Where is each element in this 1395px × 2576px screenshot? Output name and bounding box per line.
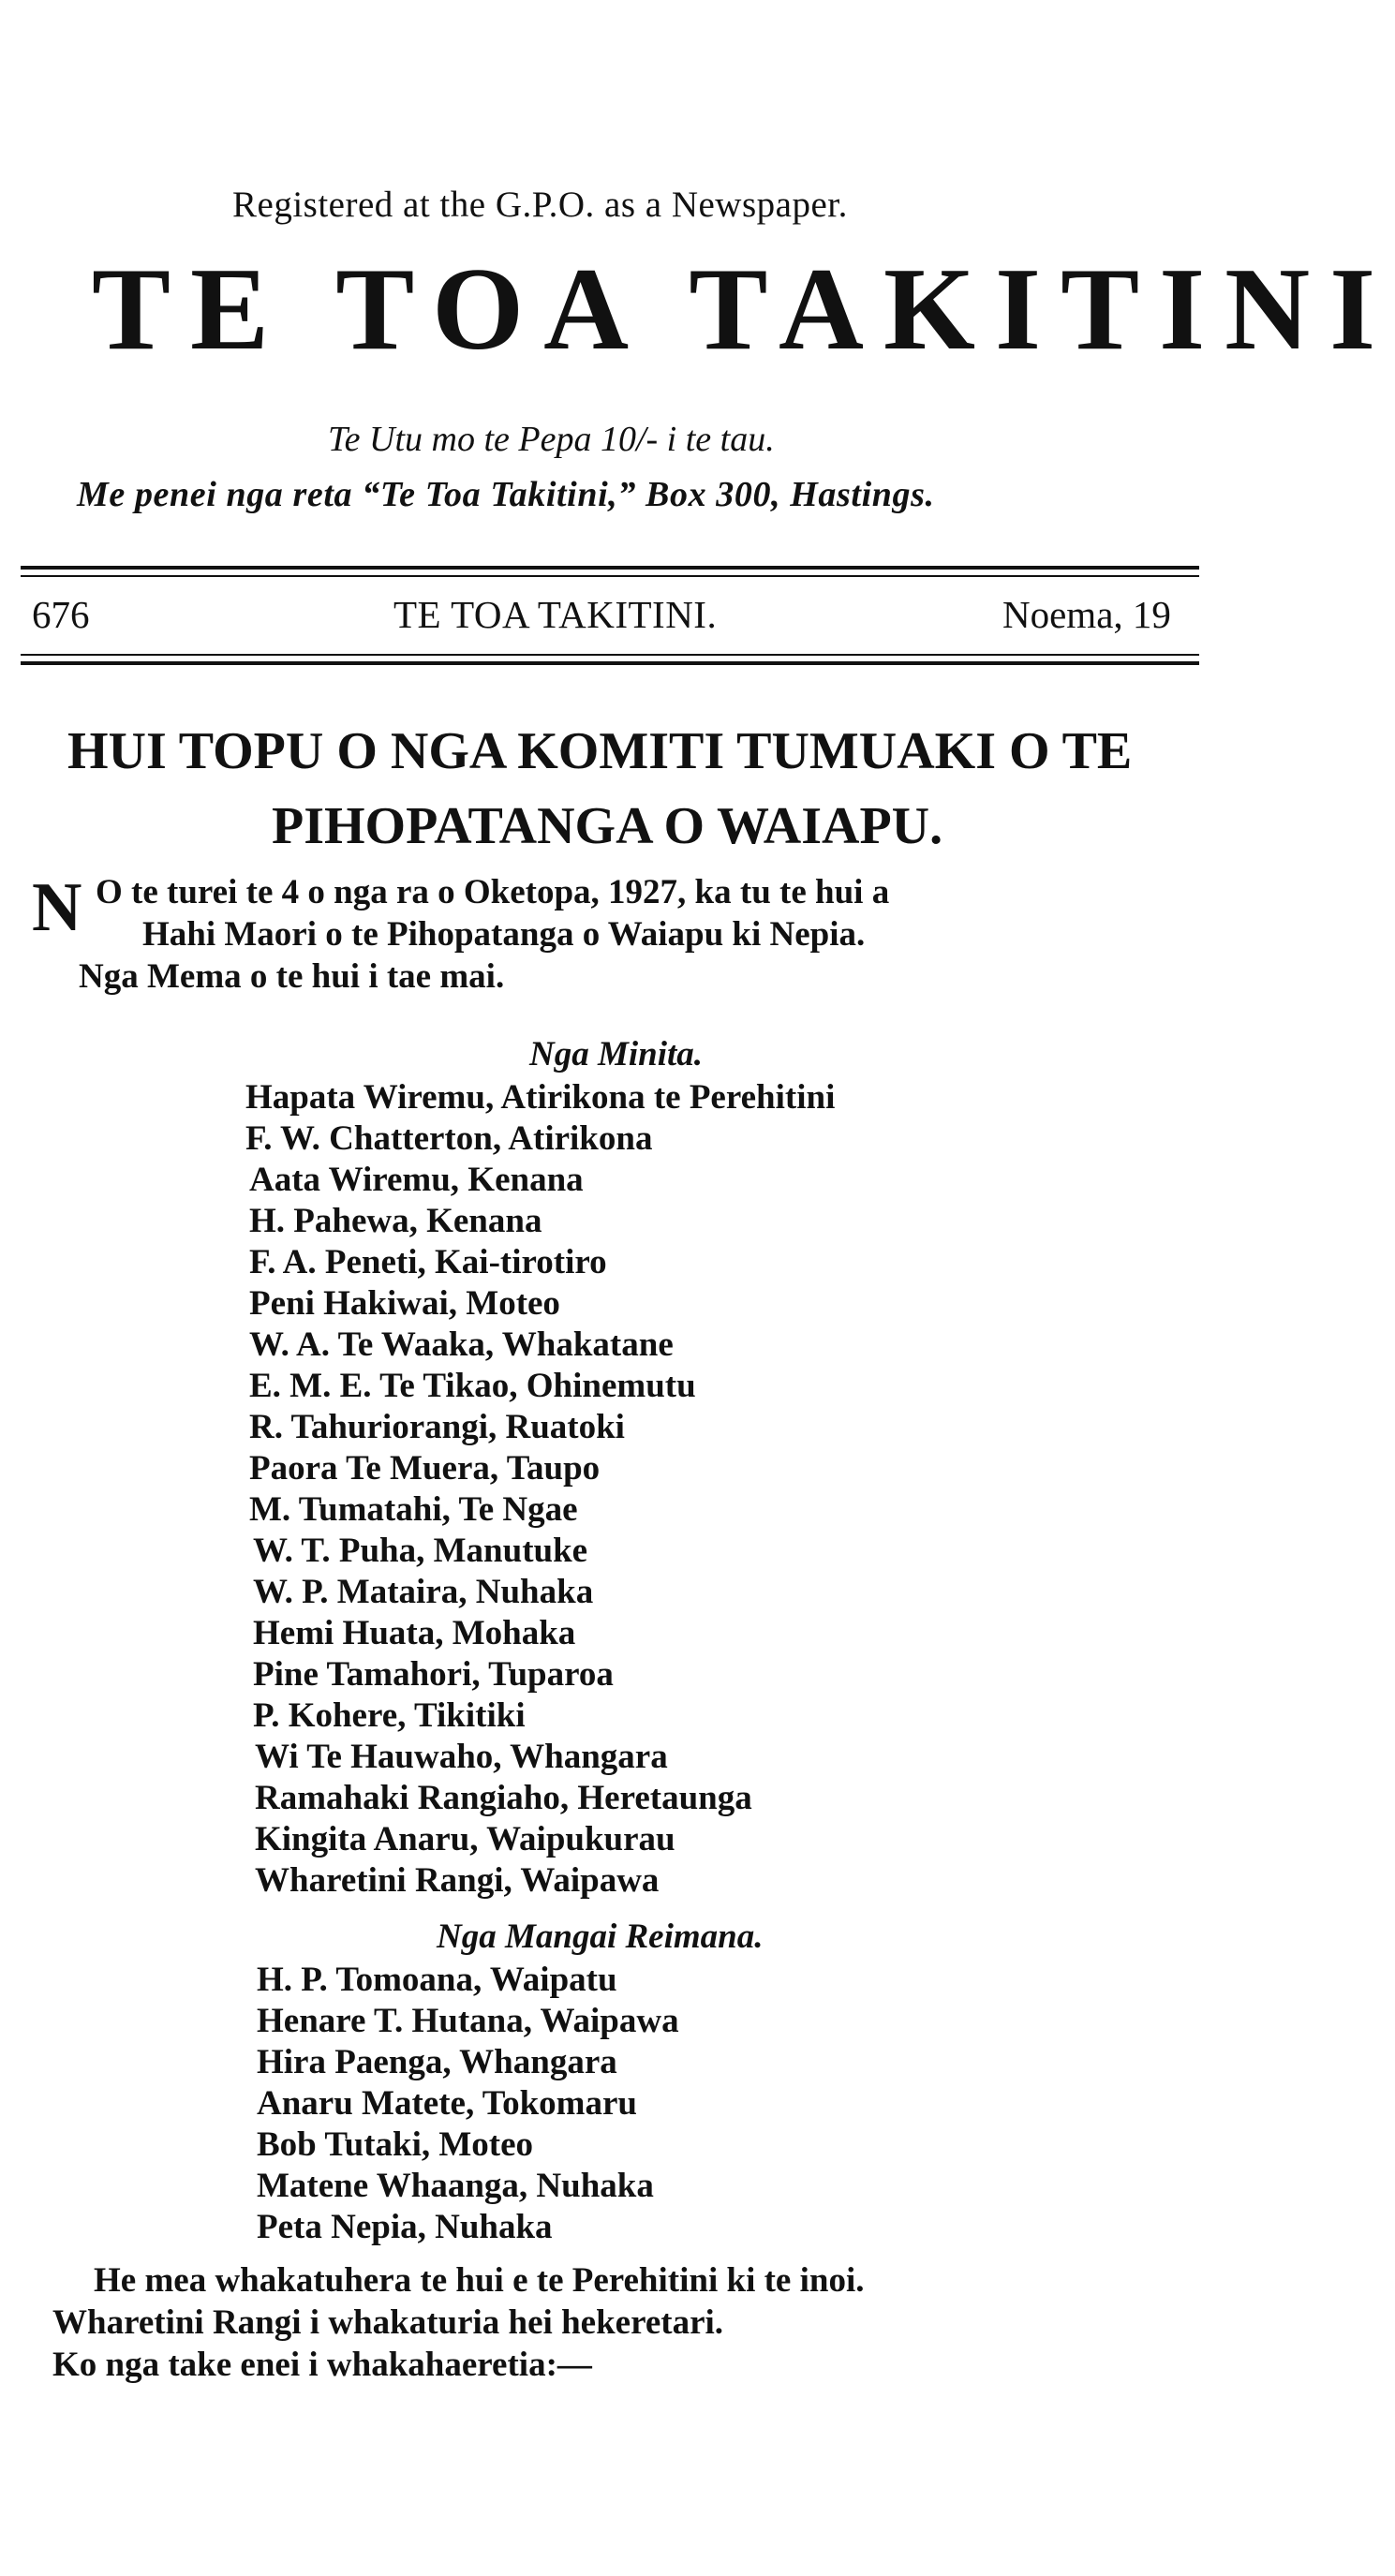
registration-text: Registered at the G.P.O. as a Newspaper.: [232, 185, 848, 225]
running-title: TE TOA TAKITINI.: [393, 593, 718, 636]
article-heading: [67, 714, 1379, 855]
closing-line-2: Wharetini Rangi i whakaturia hei hekeretari.: [52, 2303, 724, 2342]
list-item: Paora Te Muera, Taupo: [249, 1449, 601, 1488]
heading-line-2: PIHOPATANGA O WAIAPU.: [272, 797, 943, 855]
closing-line-3: Ko nga take enei i whakahaeretia:—: [52, 2346, 592, 2384]
list-item: H. Pahewa, Kenana: [249, 1202, 542, 1240]
list-item: F. W. Chatterton, Atirikona: [245, 1119, 653, 1158]
list-item: R. Tahuriorangi, Ruatoki: [249, 1408, 625, 1446]
header-rule-top: [21, 566, 1199, 570]
header-rule-top-thin: [21, 575, 1199, 577]
list-item: E. M. E. Te Tikao, Ohinemutu: [249, 1367, 696, 1405]
list-item: W. P. Mataira, Nuhaka: [253, 1573, 594, 1611]
laymen-section-title: Nga Mangai Reimana.: [437, 1917, 764, 1956]
list-item: Hemi Huata, Mohaka: [253, 1614, 576, 1652]
intro-line-3: Nga Mema o te hui i tae mai.: [79, 957, 505, 996]
header-rule-bottom: [21, 661, 1199, 665]
list-item: Kingita Anaru, Waipukurau: [255, 1820, 675, 1858]
list-item: Aata Wiremu, Kenana: [249, 1161, 584, 1199]
list-item: Matene Whaanga, Nuhaka: [257, 2167, 654, 2205]
drop-cap: N: [32, 869, 82, 946]
list-item: Hira Paenga, Whangara: [257, 2043, 617, 2081]
mailing-address: Me penei nga reta “Te Toa Takitini,” Box 300, Hastings.: [77, 475, 935, 514]
ministers-section-title: Nga Minita.: [529, 1035, 704, 1073]
heading-line-1: HUI TOPU O NGA KOMITI TUMUAKI O TE: [67, 722, 1133, 780]
list-item: W. T. Puha, Manutuke: [253, 1532, 588, 1570]
list-item: F. A. Peneti, Kai-tirotiro: [249, 1243, 607, 1281]
list-item: H. P. Tomoana, Waipatu: [257, 1961, 617, 1999]
list-item: Hapata Wiremu, Atirikona te Perehitini: [245, 1078, 836, 1117]
subscription-price: Te Utu mo te Pepa 10/- i te tau.: [328, 420, 775, 459]
list-item: Henare T. Hutana, Waipawa: [257, 2002, 679, 2040]
page-number: 676: [32, 593, 90, 636]
closing-line-1: He mea whakatuhera te hui e te Perehitini ki te inoi.: [94, 2261, 865, 2300]
masthead: TE TOA TAKITINI: [92, 244, 1395, 375]
list-item: W. A. Te Waaka, Whakatane: [249, 1325, 674, 1364]
list-item: P. Kohere, Tikitiki: [253, 1696, 526, 1735]
list-item: Ramahaki Rangiaho, Heretaunga: [255, 1779, 752, 1817]
list-item: M. Tumatahi, Te Ngae: [249, 1490, 578, 1529]
list-item: Pine Tamahori, Tuparoa: [253, 1655, 614, 1694]
intro-line-2: Hahi Maori o te Pihopatanga o Waiapu ki Nepia.: [142, 915, 866, 954]
intro-line-1: O te turei te 4 o nga ra o Oketopa, 1927, ka tu te hui a: [96, 873, 890, 911]
issue-date: Noema, 19: [1002, 593, 1171, 636]
list-item: Wi Te Hauwaho, Whangara: [255, 1738, 668, 1776]
list-item: Bob Tutaki, Moteo: [257, 2125, 534, 2164]
list-item: Wharetini Rangi, Waipawa: [255, 1861, 660, 1900]
list-item: Anaru Matete, Tokomaru: [257, 2084, 637, 2123]
list-item: Peni Hakiwai, Moteo: [249, 1284, 560, 1323]
list-item: Peta Nepia, Nuhaka: [257, 2208, 553, 2246]
header-rule-bottom-thin: [21, 654, 1199, 656]
